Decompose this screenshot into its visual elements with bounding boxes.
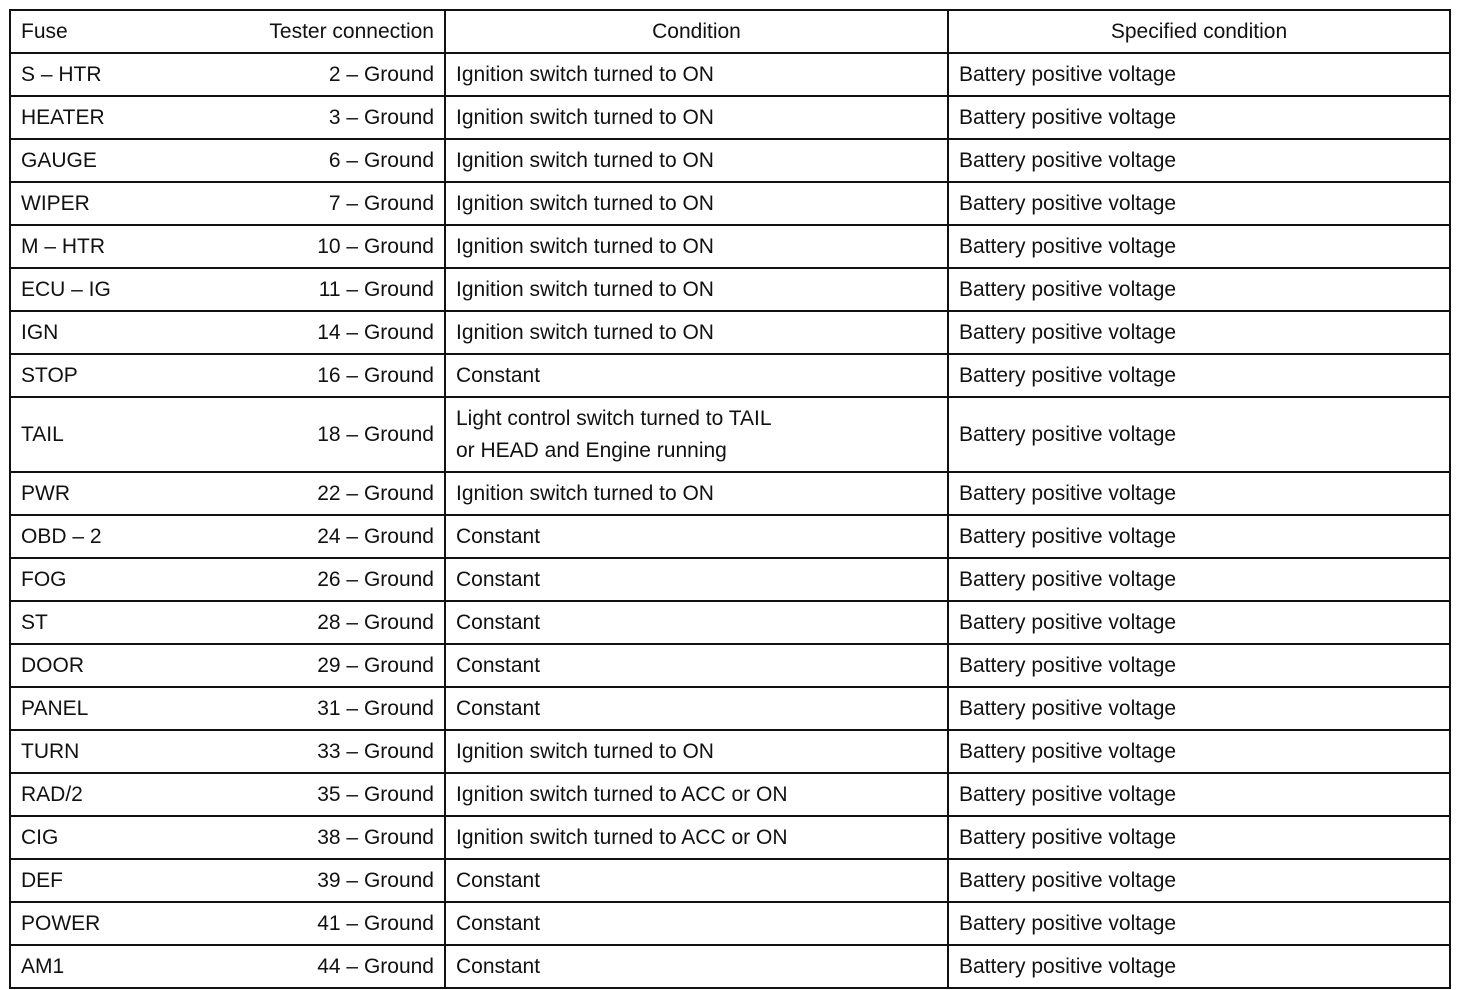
condition-text: Ignition switch turned to ON (456, 105, 714, 129)
fuse-name: POWER (21, 911, 101, 935)
table-row (10, 182, 1450, 225)
fuse-name: HEATER (21, 105, 105, 129)
fuse-name: IGN (21, 320, 59, 344)
condition-cell (445, 902, 948, 945)
condition-text: Constant (456, 610, 541, 634)
specified-condition-cell: Battery positive voltage (948, 902, 1450, 945)
tester-connection: 10 – Ground (317, 234, 434, 258)
condition-cell (445, 859, 948, 902)
table-row (10, 687, 1450, 730)
specified-condition-cell: Battery positive voltage (948, 644, 1450, 687)
condition-text: Constant (456, 954, 541, 978)
fuse-tester-cell (10, 644, 445, 687)
specified-condition-cell: Battery positive voltage (948, 816, 1450, 859)
fuse-name: OBD – 2 (21, 524, 102, 548)
condition-text: Ignition switch turned to ON (456, 234, 714, 258)
tester-connection: 31 – Ground (317, 696, 434, 720)
header-condition: Condition (445, 10, 948, 53)
tester-connection: 28 – Ground (317, 610, 434, 634)
table-row (10, 644, 1450, 687)
table-row (10, 311, 1450, 354)
condition-text: Ignition switch turned to ACC or ON (456, 782, 788, 806)
fuse-name: RAD/2 (21, 782, 83, 806)
fuse-tester-cell (10, 311, 445, 354)
condition-cell (445, 730, 948, 773)
fuse-tester-cell (10, 945, 445, 988)
tester-connection: 29 – Ground (317, 653, 434, 677)
table-row (10, 601, 1450, 644)
table-row (10, 945, 1450, 988)
condition-text: Ignition switch turned to ON (456, 148, 714, 172)
specified-condition-cell: Battery positive voltage (948, 558, 1450, 601)
tester-connection: 26 – Ground (317, 567, 434, 591)
condition-cell (445, 515, 948, 558)
condition-text: Constant (456, 524, 541, 548)
specified-condition-cell: Battery positive voltage (948, 687, 1450, 730)
fuse-name: ECU – IG (21, 277, 111, 301)
specified-condition-cell: Battery positive voltage (948, 139, 1450, 182)
table-row (10, 472, 1450, 515)
fuse-tester-cell (10, 515, 445, 558)
header-fuse-tester (10, 10, 445, 53)
table-row (10, 773, 1450, 816)
fuse-tester-cell (10, 902, 445, 945)
condition-cell (445, 225, 948, 268)
fuse-tester-cell (10, 773, 445, 816)
table-row (10, 96, 1450, 139)
table-row (10, 902, 1450, 945)
fuse-name: DEF (21, 868, 63, 892)
table-row (10, 515, 1450, 558)
fuse-name: WIPER (21, 191, 90, 215)
condition-text: Constant (456, 363, 541, 387)
tester-connection: 41 – Ground (317, 911, 434, 935)
fuse-tester-cell (10, 816, 445, 859)
table-row (10, 816, 1450, 859)
specified-condition-cell: Battery positive voltage (948, 182, 1450, 225)
condition-cell (445, 644, 948, 687)
fuse-name: PANEL (21, 696, 89, 720)
condition-text: Ignition switch turned to ON (456, 320, 714, 344)
condition-text: Constant (456, 567, 541, 591)
fuse-tester-cell (10, 225, 445, 268)
header-specified-condition: Specified condition (948, 10, 1450, 53)
condition-text: Ignition switch turned to ACC or ON (456, 825, 788, 849)
condition-cell (445, 182, 948, 225)
specified-condition-cell: Battery positive voltage (948, 515, 1450, 558)
condition-cell (445, 397, 948, 472)
tester-connection: 38 – Ground (317, 825, 434, 849)
specified-condition-cell: Battery positive voltage (948, 601, 1450, 644)
condition-cell (445, 96, 948, 139)
fuse-tester-cell (10, 859, 445, 902)
specified-condition-cell: Battery positive voltage (948, 859, 1450, 902)
condition-cell (445, 945, 948, 988)
tester-connection: 35 – Ground (317, 782, 434, 806)
condition-text: Constant (456, 696, 541, 720)
fuse-name: ST (21, 610, 48, 634)
fuse-tester-cell (10, 182, 445, 225)
fuse-spec-table (9, 9, 1451, 989)
tester-connection: 44 – Ground (317, 954, 434, 978)
table-row (10, 558, 1450, 601)
table-row (10, 139, 1450, 182)
condition-cell (445, 687, 948, 730)
table-row (10, 268, 1450, 311)
condition-cell (445, 472, 948, 515)
condition-cell (445, 558, 948, 601)
header-fuse: Fuse (21, 19, 68, 43)
condition-text: Ignition switch turned to ON (456, 481, 714, 505)
table-row (10, 225, 1450, 268)
fuse-tester-cell (10, 354, 445, 397)
fuse-tester-cell (10, 601, 445, 644)
fuse-name: AM1 (21, 954, 65, 978)
fuse-name: DOOR (21, 653, 84, 677)
specified-condition-cell: Battery positive voltage (948, 311, 1450, 354)
specified-condition-cell: Battery positive voltage (948, 96, 1450, 139)
fuse-name: STOP (21, 363, 78, 387)
fuse-name: PWR (21, 481, 70, 505)
tester-connection: 24 – Ground (317, 524, 434, 548)
specified-condition-cell: Battery positive voltage (948, 472, 1450, 515)
table-row (10, 730, 1450, 773)
fuse-tester-cell (10, 558, 445, 601)
fuse-tester-cell (10, 53, 445, 96)
tester-connection: 16 – Ground (317, 363, 434, 387)
condition-cell (445, 53, 948, 96)
header-tester-connection: Tester connection (269, 19, 434, 43)
condition-text: Light control switch turned to TAIL (456, 406, 772, 430)
condition-cell (445, 816, 948, 859)
fuse-name: S – HTR (21, 62, 102, 86)
tester-connection: 3 – Ground (328, 105, 434, 129)
tester-connection: 2 – Ground (328, 62, 434, 86)
table-row (10, 53, 1450, 96)
fuse-tester-cell (10, 397, 445, 472)
tester-connection: 39 – Ground (317, 868, 434, 892)
condition-text: Constant (456, 911, 541, 935)
fuse-tester-cell (10, 687, 445, 730)
tester-connection: 22 – Ground (317, 481, 434, 505)
table-row (10, 354, 1450, 397)
condition-text: Ignition switch turned to ON (456, 277, 714, 301)
specified-condition-cell: Battery positive voltage (948, 730, 1450, 773)
fuse-name: TAIL (21, 422, 64, 446)
specified-condition-cell: Battery positive voltage (948, 397, 1450, 472)
table-body (10, 53, 1450, 988)
condition-text: Constant (456, 653, 541, 677)
condition-text: Constant (456, 868, 541, 892)
specified-condition-cell: Battery positive voltage (948, 225, 1450, 268)
specified-condition-cell: Battery positive voltage (948, 945, 1450, 988)
specified-condition-cell: Battery positive voltage (948, 773, 1450, 816)
tester-connection: 18 – Ground (317, 422, 434, 446)
condition-text: Ignition switch turned to ON (456, 191, 714, 215)
condition-text: Ignition switch turned to ON (456, 62, 714, 86)
fuse-tester-cell (10, 96, 445, 139)
specified-condition-cell: Battery positive voltage (948, 354, 1450, 397)
specified-condition-cell: Battery positive voltage (948, 53, 1450, 96)
fuse-tester-cell (10, 472, 445, 515)
fuse-name: FOG (21, 567, 67, 591)
fuse-tester-cell (10, 139, 445, 182)
fuse-tester-cell (10, 268, 445, 311)
condition-text: Ignition switch turned to ON (456, 739, 714, 763)
condition-cell (445, 601, 948, 644)
tester-connection: 33 – Ground (317, 739, 434, 763)
fuse-inspection-sheet (9, 9, 1449, 989)
tester-connection: 6 – Ground (328, 148, 434, 172)
fuse-name: TURN (21, 739, 80, 763)
condition-cell (445, 268, 948, 311)
fuse-name: GAUGE (21, 148, 97, 172)
specified-condition-cell: Battery positive voltage (948, 268, 1450, 311)
fuse-name: CIG (21, 825, 59, 849)
table-row (10, 397, 1450, 472)
tester-connection: 14 – Ground (317, 320, 434, 344)
tester-connection: 7 – Ground (328, 191, 434, 215)
table-row (10, 859, 1450, 902)
condition-text: or HEAD and Engine running (456, 438, 727, 462)
tester-connection: 11 – Ground (318, 277, 434, 301)
condition-cell (445, 139, 948, 182)
fuse-name: M – HTR (21, 234, 105, 258)
table-header-row (10, 10, 1450, 53)
condition-cell (445, 354, 948, 397)
fuse-tester-cell (10, 730, 445, 773)
condition-cell (445, 773, 948, 816)
condition-cell (445, 311, 948, 354)
